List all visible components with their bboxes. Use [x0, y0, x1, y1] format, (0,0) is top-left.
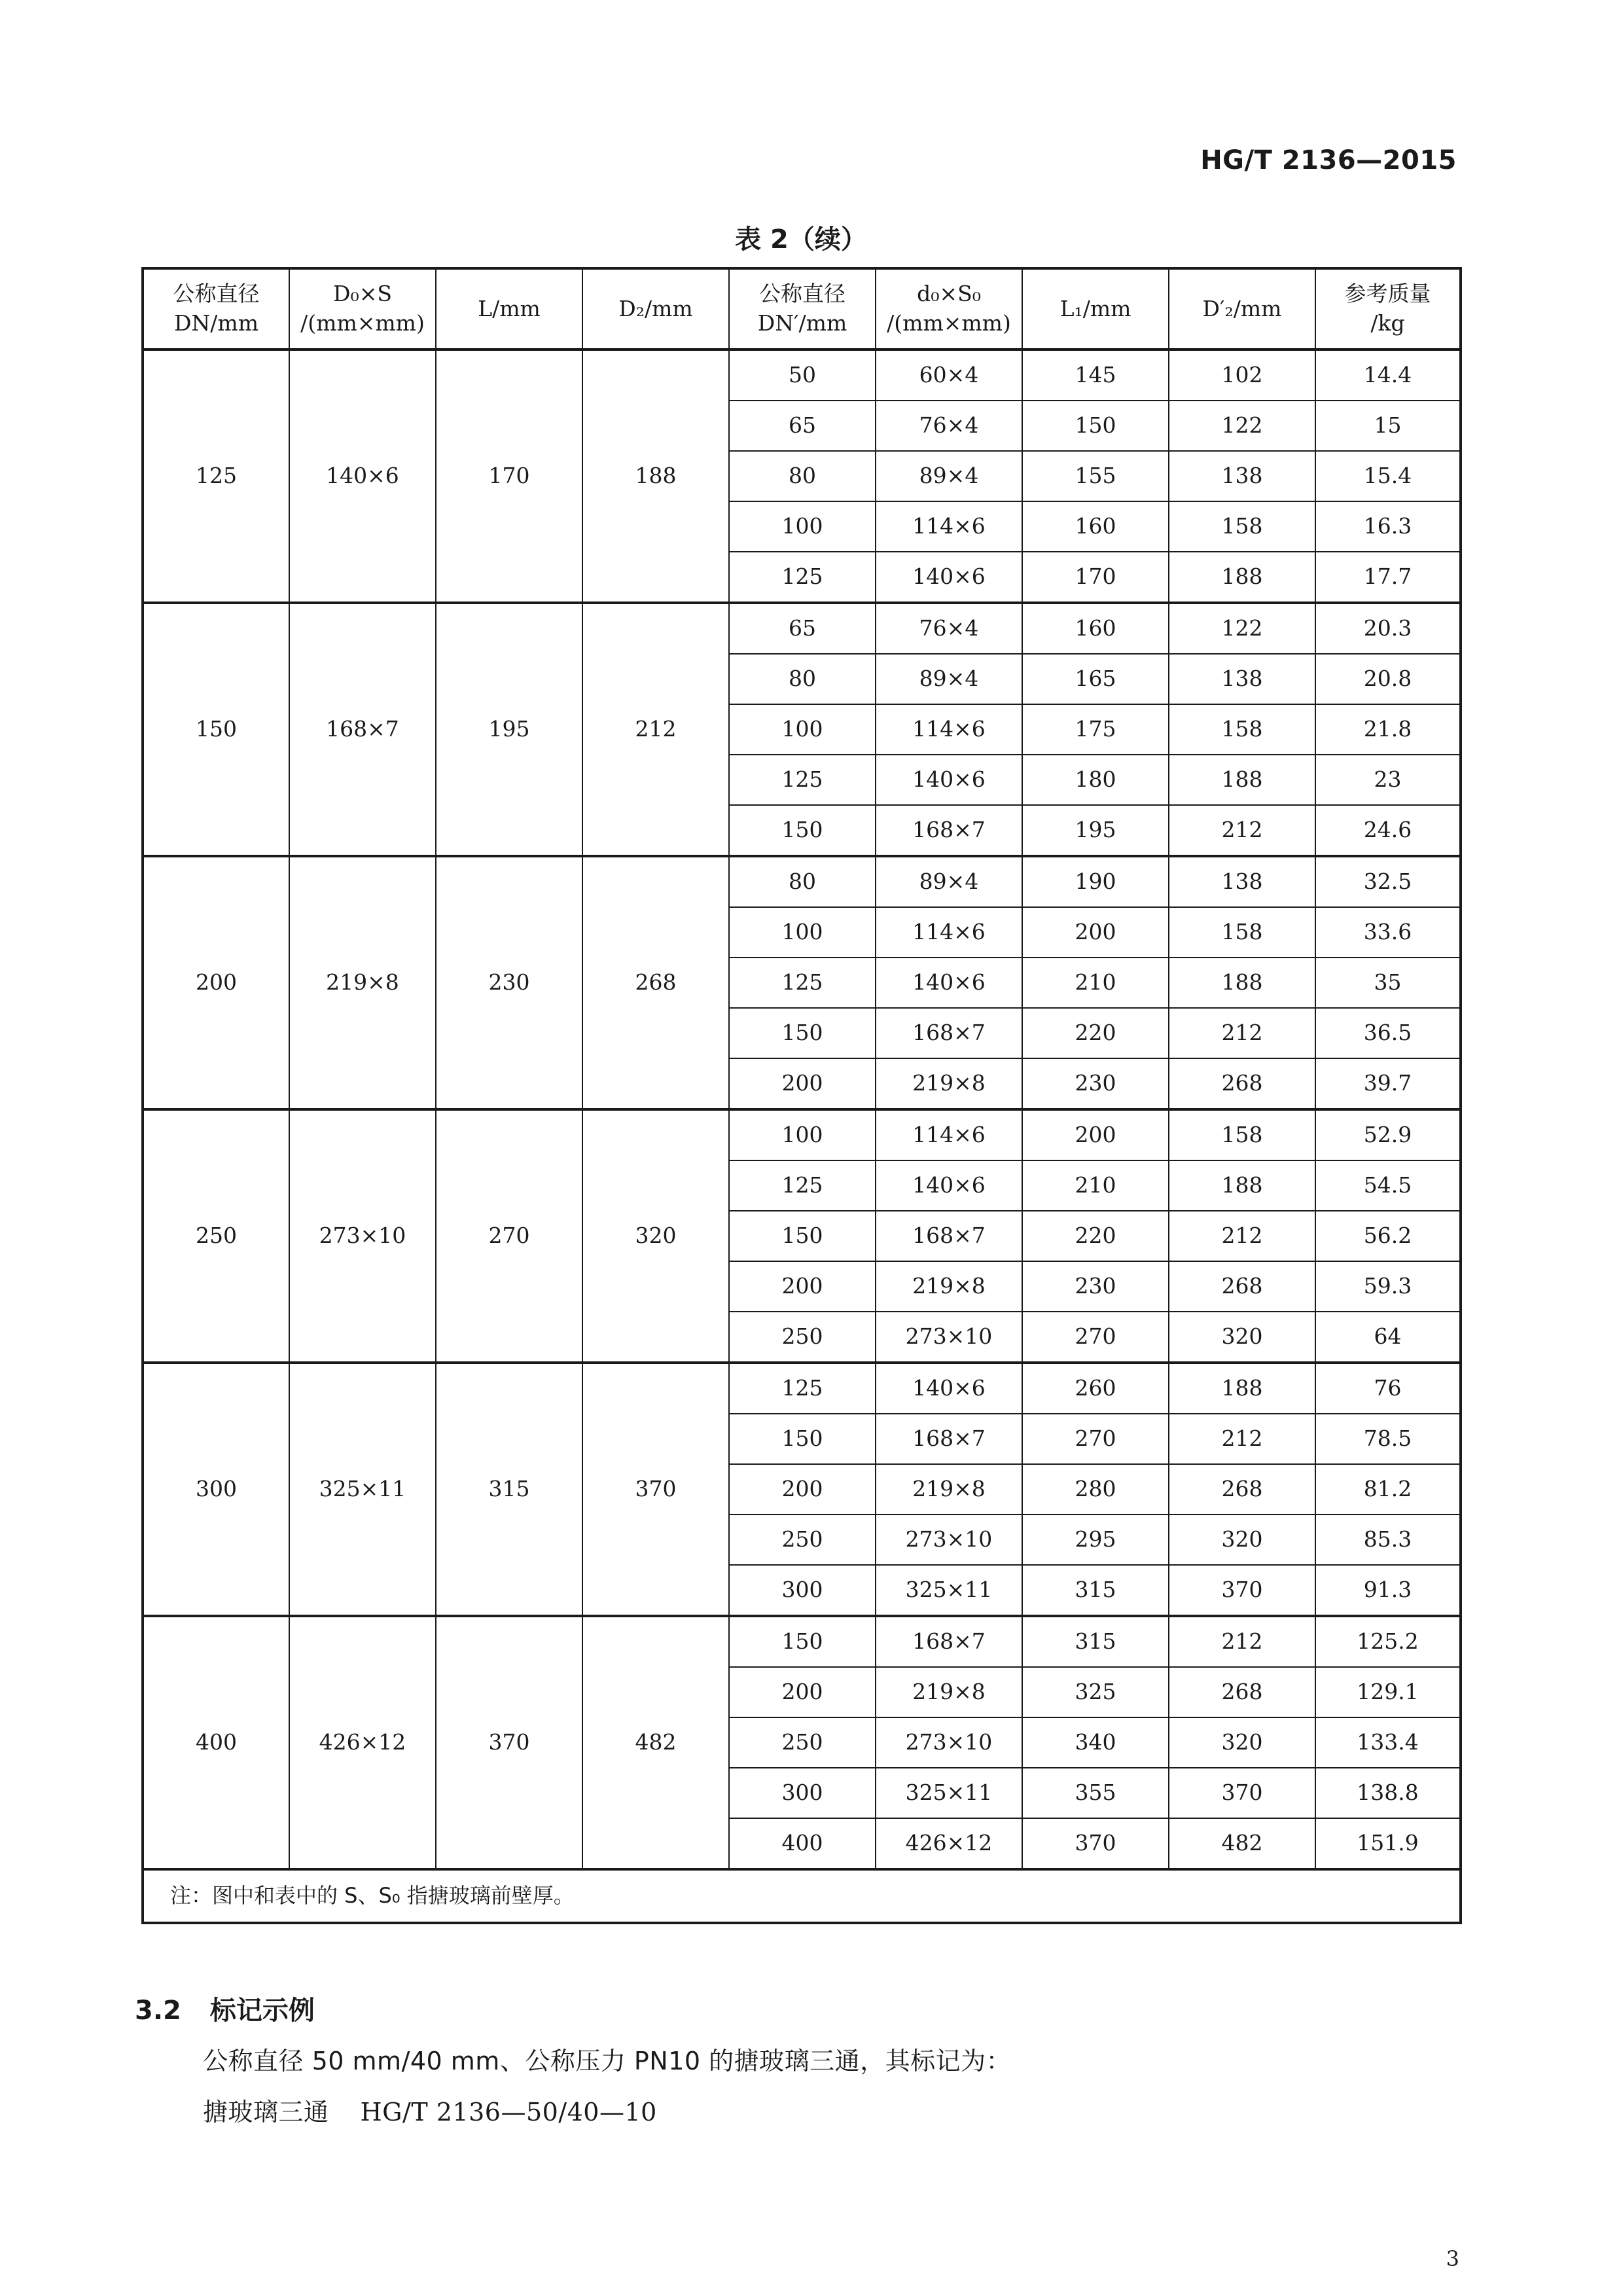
- branch-flange-diameter-cell: 320: [1169, 1515, 1315, 1565]
- branch-diameter-cell: 200: [729, 1261, 876, 1312]
- branch-flange-diameter-cell: 138: [1169, 451, 1315, 501]
- outer-diameter-thickness-cell: 325×11: [289, 1363, 436, 1616]
- table-body: [143, 350, 1461, 1923]
- branch-length-cell: 315: [1022, 1565, 1169, 1616]
- note-row: [143, 1869, 1461, 1923]
- branch-diameter-cell: 80: [729, 654, 876, 704]
- branch-outer-diameter-thickness-cell: 273×10: [876, 1717, 1022, 1768]
- marking-code: HG/T 2136—50/40—10: [360, 2098, 657, 2126]
- branch-diameter-cell: 125: [729, 1363, 876, 1414]
- flange-diameter-cell: 268: [582, 856, 729, 1109]
- column-header-line1: 公称直径: [759, 281, 846, 307]
- branch-diameter-cell: 150: [729, 805, 876, 856]
- branch-flange-diameter-cell: 212: [1169, 1414, 1315, 1464]
- branch-flange-diameter-cell: 188: [1169, 1363, 1315, 1414]
- branch-diameter-cell: 125: [729, 1160, 876, 1211]
- branch-diameter-cell: 100: [729, 704, 876, 755]
- branch-flange-diameter-cell: 102: [1169, 350, 1315, 401]
- branch-flange-diameter-cell: 188: [1169, 1160, 1315, 1211]
- branch-flange-diameter-cell: 482: [1169, 1818, 1315, 1869]
- branch-length-cell: 260: [1022, 1363, 1169, 1414]
- reference-mass-cell: 133.4: [1315, 1717, 1461, 1768]
- branch-flange-diameter-cell: 268: [1169, 1058, 1315, 1109]
- branch-outer-diameter-thickness-cell: 140×6: [876, 1363, 1022, 1414]
- table-row: [143, 350, 1461, 401]
- branch-outer-diameter-thickness-cell: 140×6: [876, 958, 1022, 1008]
- branch-outer-diameter-thickness-cell: 219×8: [876, 1058, 1022, 1109]
- branch-flange-diameter-cell: 320: [1169, 1312, 1315, 1363]
- branch-diameter-cell: 80: [729, 451, 876, 501]
- branch-flange-diameter-cell: 212: [1169, 805, 1315, 856]
- table-row: [143, 603, 1461, 654]
- section-number: 3.2: [135, 1996, 181, 2026]
- branch-outer-diameter-thickness-cell: 273×10: [876, 1312, 1022, 1363]
- specification-table: [141, 267, 1462, 1924]
- branch-diameter-cell: 250: [729, 1515, 876, 1565]
- reference-mass-cell: 52.9: [1315, 1109, 1461, 1160]
- reference-mass-cell: 15.4: [1315, 451, 1461, 501]
- branch-outer-diameter-thickness-cell: 89×4: [876, 451, 1022, 501]
- branch-flange-diameter-cell: 122: [1169, 401, 1315, 451]
- branch-length-cell: 280: [1022, 1464, 1169, 1515]
- table-caption: 表 2（续）: [735, 224, 867, 255]
- section-title: 标记示例: [209, 1996, 315, 2026]
- branch-diameter-cell: 100: [729, 1109, 876, 1160]
- column-header: [1022, 268, 1169, 350]
- branch-flange-diameter-cell: 268: [1169, 1667, 1315, 1717]
- column-header-line2: /(mm×mm): [887, 310, 1011, 336]
- reference-mass-cell: 151.9: [1315, 1818, 1461, 1869]
- column-header: [876, 268, 1022, 350]
- branch-diameter-cell: 200: [729, 1464, 876, 1515]
- branch-outer-diameter-thickness-cell: 219×8: [876, 1261, 1022, 1312]
- branch-length-cell: 220: [1022, 1211, 1169, 1261]
- column-header-line2: DN/mm: [173, 310, 259, 336]
- branch-outer-diameter-thickness-cell: 140×6: [876, 552, 1022, 603]
- reference-mass-cell: 36.5: [1315, 1008, 1461, 1058]
- branch-flange-diameter-cell: 370: [1169, 1768, 1315, 1818]
- branch-diameter-cell: 150: [729, 1414, 876, 1464]
- branch-flange-diameter-cell: 188: [1169, 958, 1315, 1008]
- reference-mass-cell: 54.5: [1315, 1160, 1461, 1211]
- table-row: [143, 1109, 1461, 1160]
- branch-outer-diameter-thickness-cell: 140×6: [876, 755, 1022, 805]
- branch-length-cell: 325: [1022, 1667, 1169, 1717]
- column-header-line1: D′₂/mm: [1202, 295, 1282, 321]
- branch-outer-diameter-thickness-cell: 114×6: [876, 907, 1022, 958]
- reference-mass-cell: 35: [1315, 958, 1461, 1008]
- branch-flange-diameter-cell: 188: [1169, 552, 1315, 603]
- reference-mass-cell: 33.6: [1315, 907, 1461, 958]
- column-header-line1: D₀×S: [333, 281, 392, 307]
- nominal-diameter-cell: 300: [143, 1363, 289, 1616]
- reference-mass-cell: 20.3: [1315, 603, 1461, 654]
- column-header: [1169, 268, 1315, 350]
- branch-length-cell: 160: [1022, 603, 1169, 654]
- branch-diameter-cell: 250: [729, 1312, 876, 1363]
- reference-mass-cell: 91.3: [1315, 1565, 1461, 1616]
- branch-flange-diameter-cell: 212: [1169, 1008, 1315, 1058]
- flange-diameter-cell: 320: [582, 1109, 729, 1363]
- branch-diameter-cell: 125: [729, 958, 876, 1008]
- table-row: [143, 1363, 1461, 1414]
- branch-length-cell: 190: [1022, 856, 1169, 907]
- page-number: 3: [1446, 2246, 1459, 2271]
- branch-diameter-cell: 50: [729, 350, 876, 401]
- reference-mass-cell: 14.4: [1315, 350, 1461, 401]
- branch-diameter-cell: 200: [729, 1058, 876, 1109]
- branch-length-cell: 340: [1022, 1717, 1169, 1768]
- branch-length-cell: 315: [1022, 1616, 1169, 1667]
- reference-mass-cell: 78.5: [1315, 1414, 1461, 1464]
- reference-mass-cell: 21.8: [1315, 704, 1461, 755]
- branch-outer-diameter-thickness-cell: 273×10: [876, 1515, 1022, 1565]
- reference-mass-cell: 24.6: [1315, 805, 1461, 856]
- nominal-diameter-cell: 400: [143, 1616, 289, 1869]
- column-header-line2: DN′/mm: [757, 310, 847, 336]
- branch-outer-diameter-thickness-cell: 325×11: [876, 1768, 1022, 1818]
- reference-mass-cell: 138.8: [1315, 1768, 1461, 1818]
- branch-length-cell: 295: [1022, 1515, 1169, 1565]
- branch-outer-diameter-thickness-cell: 140×6: [876, 1160, 1022, 1211]
- branch-length-cell: 150: [1022, 401, 1169, 451]
- branch-flange-diameter-cell: 212: [1169, 1211, 1315, 1261]
- column-header-line1: L/mm: [478, 295, 541, 321]
- reference-mass-cell: 20.8: [1315, 654, 1461, 704]
- length-cell: 370: [436, 1616, 582, 1869]
- reference-mass-cell: 16.3: [1315, 501, 1461, 552]
- branch-length-cell: 220: [1022, 1008, 1169, 1058]
- column-header-line2: /kg: [1370, 310, 1405, 336]
- length-cell: 170: [436, 350, 582, 603]
- branch-outer-diameter-thickness-cell: 168×7: [876, 1008, 1022, 1058]
- reference-mass-cell: 81.2: [1315, 1464, 1461, 1515]
- branch-flange-diameter-cell: 370: [1169, 1565, 1315, 1616]
- flange-diameter-cell: 370: [582, 1363, 729, 1616]
- reference-mass-cell: 59.3: [1315, 1261, 1461, 1312]
- branch-flange-diameter-cell: 158: [1169, 907, 1315, 958]
- reference-mass-cell: 129.1: [1315, 1667, 1461, 1717]
- reference-mass-cell: 64: [1315, 1312, 1461, 1363]
- outer-diameter-thickness-cell: 426×12: [289, 1616, 436, 1869]
- branch-diameter-cell: 250: [729, 1717, 876, 1768]
- branch-flange-diameter-cell: 320: [1169, 1717, 1315, 1768]
- column-header: [582, 268, 729, 350]
- column-header-line1: d₀×S₀: [917, 281, 981, 307]
- length-cell: 315: [436, 1363, 582, 1616]
- table-row: [143, 856, 1461, 907]
- reference-mass-cell: 17.7: [1315, 552, 1461, 603]
- branch-length-cell: 370: [1022, 1818, 1169, 1869]
- branch-diameter-cell: 80: [729, 856, 876, 907]
- nominal-diameter-cell: 250: [143, 1109, 289, 1363]
- column-header: [289, 268, 436, 350]
- outer-diameter-thickness-cell: 219×8: [289, 856, 436, 1109]
- table-note: 注：图中和表中的 S、S₀ 指搪玻璃前壁厚。: [143, 1869, 1461, 1923]
- flange-diameter-cell: 212: [582, 603, 729, 856]
- section-heading: [135, 1990, 315, 2027]
- branch-length-cell: 195: [1022, 805, 1169, 856]
- branch-outer-diameter-thickness-cell: 168×7: [876, 805, 1022, 856]
- reference-mass-cell: 23: [1315, 755, 1461, 805]
- branch-flange-diameter-cell: 158: [1169, 1109, 1315, 1160]
- column-header: [1315, 268, 1461, 350]
- outer-diameter-thickness-cell: 273×10: [289, 1109, 436, 1363]
- branch-diameter-cell: 150: [729, 1616, 876, 1667]
- reference-mass-cell: 85.3: [1315, 1515, 1461, 1565]
- branch-diameter-cell: 125: [729, 755, 876, 805]
- reference-mass-cell: 32.5: [1315, 856, 1461, 907]
- outer-diameter-thickness-cell: 168×7: [289, 603, 436, 856]
- branch-length-cell: 170: [1022, 552, 1169, 603]
- branch-flange-diameter-cell: 268: [1169, 1261, 1315, 1312]
- branch-outer-diameter-thickness-cell: 325×11: [876, 1565, 1022, 1616]
- branch-diameter-cell: 400: [729, 1818, 876, 1869]
- branch-length-cell: 210: [1022, 1160, 1169, 1211]
- branch-flange-diameter-cell: 188: [1169, 755, 1315, 805]
- column-header: [729, 268, 876, 350]
- column-header: [143, 268, 289, 350]
- branch-flange-diameter-cell: 138: [1169, 856, 1315, 907]
- marking-name: 搪玻璃三通: [203, 2098, 329, 2126]
- branch-diameter-cell: 65: [729, 603, 876, 654]
- length-cell: 230: [436, 856, 582, 1109]
- branch-diameter-cell: 125: [729, 552, 876, 603]
- branch-length-cell: 180: [1022, 755, 1169, 805]
- nominal-diameter-cell: 200: [143, 856, 289, 1109]
- length-cell: 270: [436, 1109, 582, 1363]
- branch-flange-diameter-cell: 212: [1169, 1616, 1315, 1667]
- branch-flange-diameter-cell: 122: [1169, 603, 1315, 654]
- branch-outer-diameter-thickness-cell: 114×6: [876, 1109, 1022, 1160]
- branch-length-cell: 230: [1022, 1058, 1169, 1109]
- branch-outer-diameter-thickness-cell: 89×4: [876, 654, 1022, 704]
- branch-outer-diameter-thickness-cell: 60×4: [876, 350, 1022, 401]
- length-cell: 195: [436, 603, 582, 856]
- branch-flange-diameter-cell: 268: [1169, 1464, 1315, 1515]
- branch-outer-diameter-thickness-cell: 114×6: [876, 501, 1022, 552]
- reference-mass-cell: 39.7: [1315, 1058, 1461, 1109]
- branch-flange-diameter-cell: 158: [1169, 501, 1315, 552]
- branch-diameter-cell: 150: [729, 1008, 876, 1058]
- branch-diameter-cell: 300: [729, 1565, 876, 1616]
- branch-length-cell: 355: [1022, 1768, 1169, 1818]
- branch-outer-diameter-thickness-cell: 168×7: [876, 1414, 1022, 1464]
- branch-length-cell: 200: [1022, 907, 1169, 958]
- header-row: [143, 268, 1461, 350]
- branch-outer-diameter-thickness-cell: 89×4: [876, 856, 1022, 907]
- branch-flange-diameter-cell: 158: [1169, 704, 1315, 755]
- branch-length-cell: 155: [1022, 451, 1169, 501]
- column-header-line1: 公称直径: [173, 281, 260, 307]
- branch-length-cell: 200: [1022, 1109, 1169, 1160]
- nominal-diameter-cell: 150: [143, 603, 289, 856]
- column-header-line2: /(mm×mm): [300, 310, 425, 336]
- flange-diameter-cell: 188: [582, 350, 729, 603]
- branch-outer-diameter-thickness-cell: 168×7: [876, 1616, 1022, 1667]
- branch-length-cell: 175: [1022, 704, 1169, 755]
- branch-length-cell: 165: [1022, 654, 1169, 704]
- branch-outer-diameter-thickness-cell: 168×7: [876, 1211, 1022, 1261]
- column-header-line1: L₁/mm: [1059, 295, 1131, 321]
- reference-mass-cell: 125.2: [1315, 1616, 1461, 1667]
- column-header-line1: D₂/mm: [618, 295, 693, 321]
- branch-length-cell: 210: [1022, 958, 1169, 1008]
- table-row: [143, 1616, 1461, 1667]
- branch-length-cell: 270: [1022, 1414, 1169, 1464]
- column-header: [436, 268, 582, 350]
- branch-length-cell: 145: [1022, 350, 1169, 401]
- branch-diameter-cell: 100: [729, 907, 876, 958]
- branch-flange-diameter-cell: 138: [1169, 654, 1315, 704]
- flange-diameter-cell: 482: [582, 1616, 729, 1869]
- branch-diameter-cell: 100: [729, 501, 876, 552]
- reference-mass-cell: 76: [1315, 1363, 1461, 1414]
- standard-code: HG/T 2136—2015: [1200, 145, 1457, 175]
- branch-length-cell: 160: [1022, 501, 1169, 552]
- reference-mass-cell: 15: [1315, 401, 1461, 451]
- branch-length-cell: 230: [1022, 1261, 1169, 1312]
- reference-mass-cell: 56.2: [1315, 1211, 1461, 1261]
- branch-outer-diameter-thickness-cell: 114×6: [876, 704, 1022, 755]
- column-header-line1: 参考质量: [1344, 281, 1431, 307]
- branch-diameter-cell: 150: [729, 1211, 876, 1261]
- branch-outer-diameter-thickness-cell: 76×4: [876, 401, 1022, 451]
- branch-diameter-cell: 65: [729, 401, 876, 451]
- branch-outer-diameter-thickness-cell: 76×4: [876, 603, 1022, 654]
- nominal-diameter-cell: 125: [143, 350, 289, 603]
- outer-diameter-thickness-cell: 140×6: [289, 350, 436, 603]
- table-header: [143, 268, 1461, 350]
- branch-diameter-cell: 200: [729, 1667, 876, 1717]
- branch-outer-diameter-thickness-cell: 219×8: [876, 1667, 1022, 1717]
- marking-paragraph: 公称直径 50 mm/40 mm、公称压力 PN10 的搪玻璃三通，其标记为：: [203, 2047, 1012, 2075]
- branch-outer-diameter-thickness-cell: 426×12: [876, 1818, 1022, 1869]
- branch-diameter-cell: 300: [729, 1768, 876, 1818]
- branch-length-cell: 270: [1022, 1312, 1169, 1363]
- branch-outer-diameter-thickness-cell: 219×8: [876, 1464, 1022, 1515]
- marking-example: [203, 2092, 657, 2128]
